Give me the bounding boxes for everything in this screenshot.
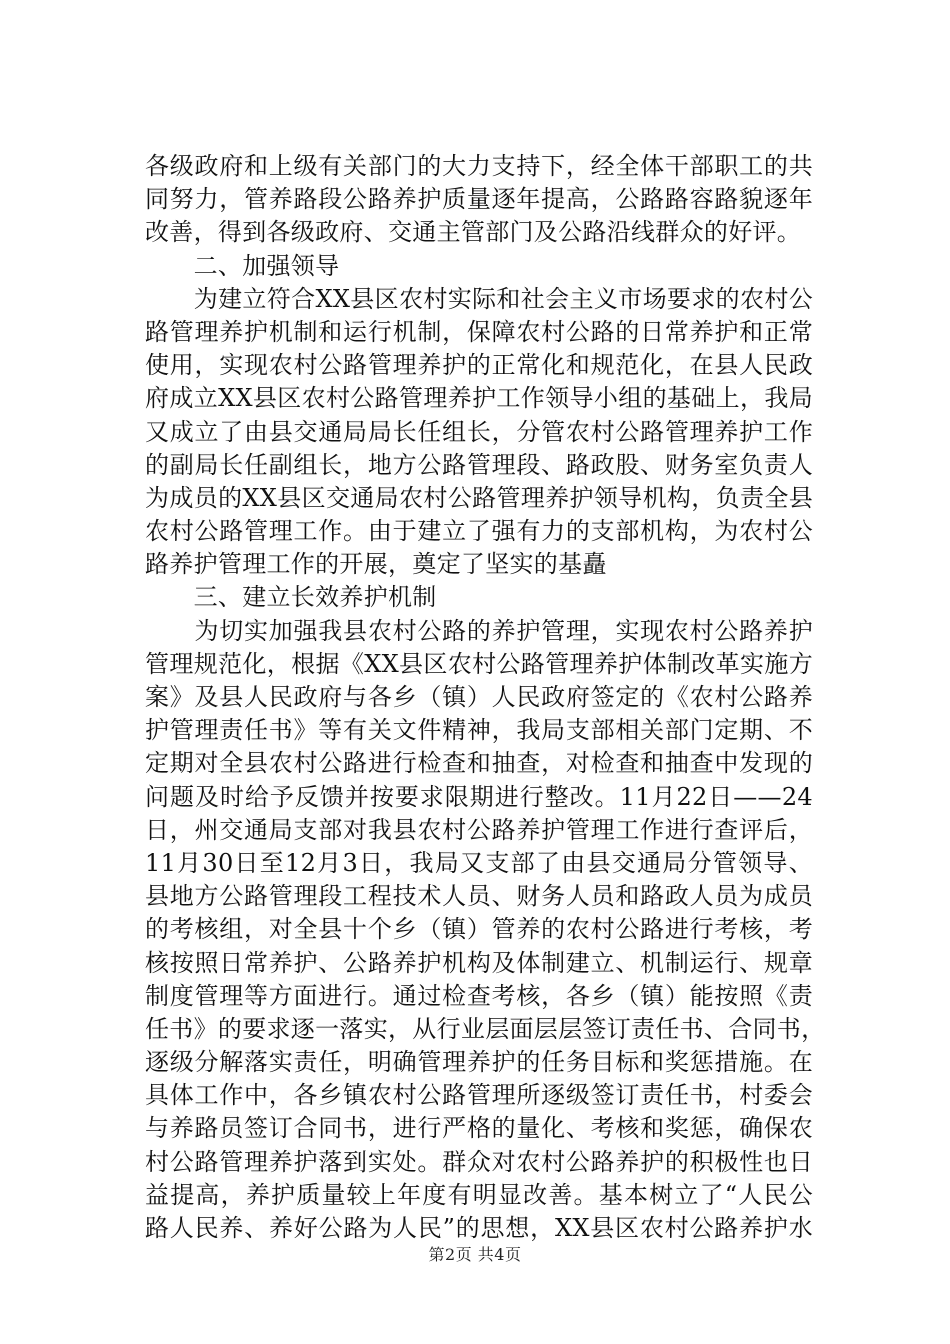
text-line: 护管理责任书》等有关文件精神，我局支部相关部门定期、不 (145, 716, 813, 745)
section-heading: 三、建立长效养护机制 (145, 583, 437, 612)
page-footer: 第2页 共4页 (428, 1245, 522, 1264)
document-body (145, 150, 826, 1245)
text-line: 问题及时给予反馈并按要求限期进行整改。11月22日——24 (145, 782, 813, 811)
text-line: 路人民养、养好公路为人民”的思想，XX县区农村公路养护水 (145, 1214, 813, 1242)
text-line: 核按照日常养护、公路养护机构及体制建立、机制运行、规章 (145, 948, 813, 977)
text-line: 县地方公路管理段工程技术人员、财务人员和路政人员为成员 (145, 882, 813, 911)
text-line: 的考核组，对全县十个乡（镇）管养的农村公路进行考核，考 (145, 915, 813, 944)
text-line: 任书》的要求逐一落实，从行业层面层层签订责任书、合同书， (145, 1014, 826, 1043)
text-line: 管理规范化，根据《XX县区农村公路管理养护体制改革实施方 (145, 649, 813, 678)
text-line: 各级政府和上级有关部门的大力支持下，经全体干部职工的共 (145, 152, 813, 180)
text-line: 具体工作中，各乡镇农村公路管理所逐级签订责任书，村委会 (145, 1081, 813, 1110)
text-line: 定期对全县农村公路进行检查和抽查，对检查和抽查中发现的 (145, 749, 813, 778)
text-line: 村公路管理养护落到实处。群众对农村公路养护的积极性也日 (145, 1147, 813, 1176)
text-line: 改善，得到各级政府、交通主管部门及公路沿线群众的好评。 (145, 218, 802, 247)
text-line: 案》及县人民政府与各乡（镇）人民政府签定的《农村公路养 (145, 683, 813, 711)
text-line: 路管理养护机制和运行机制，保障农村公路的日常养护和正常 (145, 317, 813, 346)
text-line: 又成立了由县交通局局长任组长，分管农村公路管理养护工作 (145, 417, 813, 446)
text-line: 为建立符合XX县区农村实际和社会主义市场要求的农村公 (145, 284, 813, 313)
text-line: 农村公路管理工作。由于建立了强有力的支部机构，为农村公 (145, 517, 813, 546)
text-line: 逐级分解落实责任，明确管理养护的任务目标和奖惩措施。在 (145, 1048, 813, 1077)
text-line: 与养路员签订合同书，进行严格的量化、考核和奖惩，确保农 (145, 1114, 813, 1143)
text-line: 制度管理等方面进行。通过检查考核，各乡（镇）能按照《责 (145, 981, 813, 1010)
text-line: 路养护管理工作的开展，奠定了坚实的基矗 (145, 550, 607, 579)
text-line: 同努力，管养路段公路养护质量逐年提高，公路路容路貌逐年 (145, 185, 813, 214)
text-line: 使用，实现农村公路管理养护的正常化和规范化，在县人民政 (145, 351, 813, 380)
text-line: 为成员的XX县区交通局农村公路管理养护领导机构，负责全县 (145, 483, 813, 512)
text-line: 11月30日至12月3日，我局又支部了由县交通局分管领导、 (145, 848, 813, 877)
text-line: 日，州交通局支部对我县农村公路养护管理工作进行查评后， (145, 815, 813, 844)
text-line: 府成立XX县区农村公路管理养护工作领导小组的基础上，我局 (145, 384, 813, 413)
text-line: 为切实加强我县农村公路的养护管理，实现农村公路养护 (145, 616, 813, 645)
text-line: 的副局长任副组长，地方公路管理段、路政股、财务室负责人 (145, 450, 813, 479)
text-line: 益提高，养护质量较上年度有明显改善。基本树立了“人民公 (145, 1180, 813, 1209)
section-heading: 二、加强领导 (145, 251, 340, 280)
